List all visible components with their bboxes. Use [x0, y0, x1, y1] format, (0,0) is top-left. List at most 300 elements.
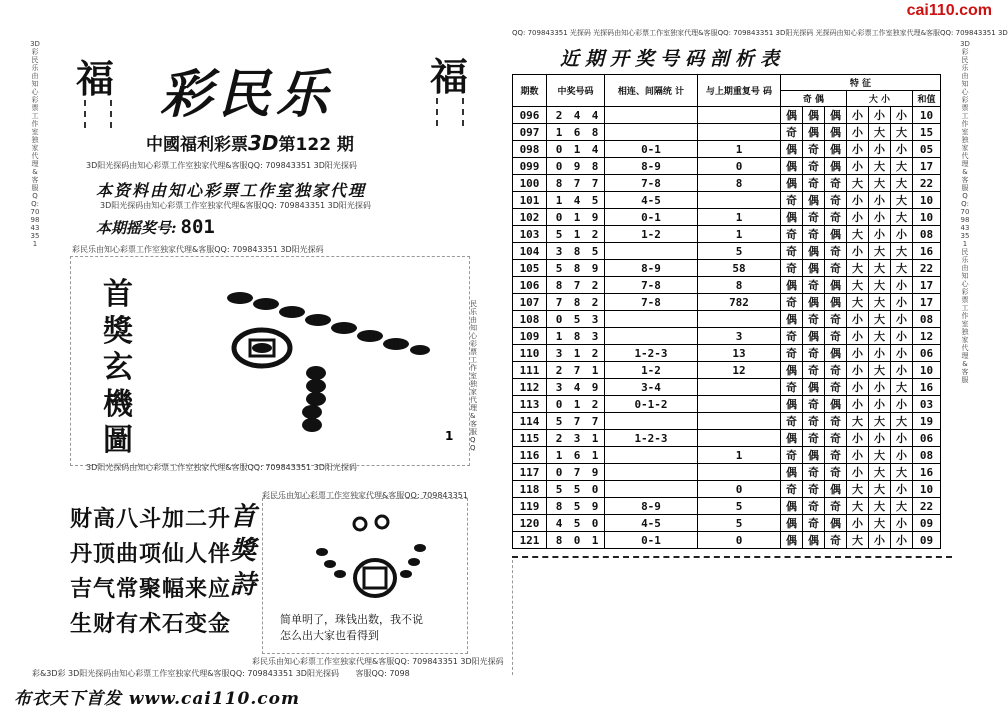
cell-parity: 奇	[803, 430, 825, 447]
cell-parity: 偶	[825, 481, 847, 498]
cell-digit: 1	[555, 193, 563, 207]
chart-caption: 1	[445, 429, 454, 443]
poem-line: 财高八斗加二升	[70, 506, 232, 532]
cell-digit: 1	[573, 346, 581, 360]
cell-digit: 0	[555, 210, 563, 224]
cell-digit: 2	[591, 278, 599, 292]
cell-relation	[605, 447, 698, 464]
table-row	[513, 481, 941, 498]
cell-parity: 偶	[803, 124, 825, 141]
cell-digit: 4	[573, 380, 581, 394]
vertical-title-2	[228, 500, 258, 602]
cell-repeat: 13	[698, 345, 781, 362]
cell-number	[547, 498, 605, 515]
stacked-beads-icon	[302, 366, 326, 432]
cell-issue: 102	[513, 209, 547, 226]
cell-size: 小	[891, 447, 913, 464]
cell-number	[547, 481, 605, 498]
cell-size: 大	[847, 175, 869, 192]
cell-number	[547, 158, 605, 175]
cell-digit: 2	[591, 397, 599, 411]
cell-issue: 097	[513, 124, 547, 141]
cell-issue: 118	[513, 481, 547, 498]
cell-parity: 奇	[803, 158, 825, 175]
cell-parity: 偶	[803, 447, 825, 464]
cell-sum: 06	[913, 430, 941, 447]
cell-digit: 0	[555, 142, 563, 156]
cell-digit: 5	[573, 516, 581, 530]
cell-digit: 1	[555, 125, 563, 139]
table-body	[513, 107, 941, 549]
cell-relation: 0-1	[605, 209, 698, 226]
cell-repeat	[698, 413, 781, 430]
bottom-banner[interactable]: 布衣天下首发 www.cai110.com	[14, 689, 300, 709]
cell-digit: 3	[555, 380, 563, 394]
cell-size: 小	[847, 158, 869, 175]
cell-number	[547, 107, 605, 124]
watermark-bottom-qq: 客服QQ: 7098	[355, 669, 410, 678]
cell-digit: 0	[573, 533, 581, 547]
cell-digit: 3	[591, 329, 599, 343]
cell-size: 大	[891, 175, 913, 192]
cell-sum: 17	[913, 158, 941, 175]
cell-size: 小	[891, 107, 913, 124]
cell-sum: 19	[913, 413, 941, 430]
header-sum: 和值	[913, 91, 941, 107]
cell-parity: 奇	[781, 447, 803, 464]
cell-issue: 115	[513, 430, 547, 447]
cell-size: 小	[869, 345, 891, 362]
table-row	[513, 379, 941, 396]
cell-size: 大	[847, 498, 869, 515]
cell-size: 小	[869, 532, 891, 549]
table-row	[513, 209, 941, 226]
cell-parity: 奇	[825, 328, 847, 345]
cell-digit: 1	[591, 448, 599, 462]
cell-number	[547, 175, 605, 192]
cell-size: 大	[847, 226, 869, 243]
cell-parity: 奇	[781, 328, 803, 345]
cell-size: 小	[847, 107, 869, 124]
cell-parity: 奇	[781, 192, 803, 209]
cell-digit: 9	[573, 159, 581, 173]
cell-repeat: 1	[698, 209, 781, 226]
cell-parity: 偶	[781, 175, 803, 192]
cell-digit: 7	[573, 278, 581, 292]
cell-parity: 偶	[825, 277, 847, 294]
cell-size: 大	[869, 311, 891, 328]
cell-parity: 奇	[825, 464, 847, 481]
cell-number	[547, 447, 605, 464]
vertical-title-char: 首	[103, 277, 133, 312]
cell-number	[547, 464, 605, 481]
cell-parity: 偶	[825, 124, 847, 141]
cell-digit: 1	[591, 363, 599, 377]
cell-parity: 奇	[825, 447, 847, 464]
cell-number	[547, 396, 605, 413]
cell-digit: 9	[591, 380, 599, 394]
cell-parity: 奇	[825, 243, 847, 260]
cell-issue: 105	[513, 260, 547, 277]
cell-sum: 17	[913, 294, 941, 311]
cell-issue: 099	[513, 158, 547, 175]
cell-digit: 5	[591, 193, 599, 207]
cell-size: 大	[869, 175, 891, 192]
cell-digit: 8	[591, 125, 599, 139]
cell-sum: 08	[913, 311, 941, 328]
fu-char-right: 福	[430, 54, 469, 99]
cell-digit: 2	[555, 363, 563, 377]
cell-parity: 偶	[781, 141, 803, 158]
cell-size: 大	[891, 464, 913, 481]
cell-size: 小	[891, 345, 913, 362]
cell-size: 大	[847, 413, 869, 430]
cell-digit: 8	[555, 499, 563, 513]
cell-number	[547, 515, 605, 532]
cell-relation	[605, 464, 698, 481]
necklace-icon	[316, 516, 426, 596]
header-feature: 特 征	[781, 75, 941, 91]
cell-repeat: 1	[698, 447, 781, 464]
cell-number	[547, 532, 605, 549]
cell-size: 大	[891, 260, 913, 277]
cell-size: 小	[869, 141, 891, 158]
cell-number	[547, 379, 605, 396]
cell-sum: 17	[913, 277, 941, 294]
cell-parity: 偶	[825, 158, 847, 175]
cell-relation	[605, 413, 698, 430]
cell-relation: 8-9	[605, 158, 698, 175]
cell-sum: 15	[913, 124, 941, 141]
watermark-top: 3D阳光探码由知心彩票工作室独家代理&客服QQ: 709843351 3D阳光探码	[86, 161, 357, 170]
cell-size: 小	[891, 515, 913, 532]
cell-parity: 偶	[803, 260, 825, 277]
cell-repeat: 3	[698, 328, 781, 345]
cell-size: 大	[891, 209, 913, 226]
cell-digit: 2	[591, 295, 599, 309]
cell-digit: 0	[555, 159, 563, 173]
table-row	[513, 243, 941, 260]
cell-digit: 4	[591, 108, 599, 122]
puzzle-image	[220, 278, 454, 458]
cell-parity: 奇	[825, 260, 847, 277]
cell-issue: 096	[513, 107, 547, 124]
cell-digit: 5	[573, 499, 581, 513]
cell-parity: 奇	[825, 430, 847, 447]
cell-size: 大	[891, 379, 913, 396]
cell-size: 小	[891, 481, 913, 498]
cell-digit: 6	[573, 125, 581, 139]
header-relation: 相连、间隔统 计	[605, 75, 698, 107]
cell-parity: 偶	[781, 311, 803, 328]
cell-parity: 奇	[825, 192, 847, 209]
cell-repeat	[698, 430, 781, 447]
brand-title: 彩民乐	[160, 64, 335, 125]
table-row	[513, 430, 941, 447]
cell-digit: 1	[555, 448, 563, 462]
cell-size: 小	[891, 141, 913, 158]
poem-line: 生财有术石变金	[70, 611, 232, 637]
cell-digit: 9	[591, 499, 599, 513]
cell-digit: 7	[555, 295, 563, 309]
cell-size: 小	[847, 124, 869, 141]
cell-issue: 108	[513, 311, 547, 328]
cell-size: 小	[847, 328, 869, 345]
issue-3d: 3D	[248, 131, 279, 155]
cell-issue: 119	[513, 498, 547, 515]
cell-sum: 09	[913, 532, 941, 549]
header-repeat: 与上期重复号 码	[698, 75, 781, 107]
draw-number: 801	[180, 216, 215, 238]
cell-size: 小	[847, 379, 869, 396]
cell-repeat: 5	[698, 243, 781, 260]
cell-number	[547, 328, 605, 345]
cell-sum: 09	[913, 515, 941, 532]
coin-icon	[234, 330, 290, 366]
cell-relation: 1-2	[605, 362, 698, 379]
cell-repeat: 0	[698, 158, 781, 175]
cell-relation: 0-1	[605, 141, 698, 158]
cell-repeat: 0	[698, 481, 781, 498]
site-logo[interactable]: cai110.com	[906, 2, 992, 19]
cell-relation: 3-4	[605, 379, 698, 396]
cell-relation: 7-8	[605, 175, 698, 192]
cell-digit: 1	[591, 431, 599, 445]
cell-sum: 06	[913, 345, 941, 362]
cell-parity: 奇	[781, 226, 803, 243]
table-row	[513, 464, 941, 481]
cell-relation: 8-9	[605, 260, 698, 277]
cell-size: 大	[869, 515, 891, 532]
cell-digit: 7	[573, 414, 581, 428]
table-right-strip: 3D彩民乐由知心彩票工作室独家代理&客服QQ:709843351 民乐由知心彩票工作室独家代理&客服	[960, 40, 970, 384]
table-row	[513, 141, 941, 158]
cell-size: 大	[869, 413, 891, 430]
cell-parity: 奇	[781, 243, 803, 260]
necklace-image	[300, 508, 450, 608]
cell-digit: 4	[555, 516, 563, 530]
cell-size: 小	[847, 515, 869, 532]
draw-line	[96, 216, 215, 238]
cell-sum: 05	[913, 141, 941, 158]
cell-parity: 奇	[781, 413, 803, 430]
cell-size: 小	[869, 379, 891, 396]
cell-parity: 奇	[803, 311, 825, 328]
cell-digit: 4	[573, 193, 581, 207]
cell-relation	[605, 328, 698, 345]
comment-line: 怎么出大家也看得到	[280, 629, 379, 642]
cell-parity: 偶	[825, 226, 847, 243]
cell-digit: 5	[573, 482, 581, 496]
cell-number	[547, 345, 605, 362]
cell-number	[547, 141, 605, 158]
cell-repeat	[698, 396, 781, 413]
cell-size: 小	[847, 311, 869, 328]
cell-sum: 22	[913, 175, 941, 192]
header-number: 中奖号码	[547, 75, 605, 107]
cell-size: 小	[891, 328, 913, 345]
cell-parity: 奇	[803, 464, 825, 481]
cell-digit: 3	[573, 431, 581, 445]
cell-parity: 偶	[781, 362, 803, 379]
cell-size: 大	[847, 532, 869, 549]
cell-relation: 1-2-3	[605, 345, 698, 362]
cell-repeat: 58	[698, 260, 781, 277]
cell-repeat	[698, 311, 781, 328]
cell-issue: 116	[513, 447, 547, 464]
table-left-rule	[512, 560, 513, 675]
cell-repeat: 1	[698, 141, 781, 158]
cell-sum: 16	[913, 464, 941, 481]
cell-size: 大	[891, 413, 913, 430]
cell-digit: 7	[573, 465, 581, 479]
cell-digit: 2	[555, 431, 563, 445]
header-parity: 奇 偶	[781, 91, 847, 107]
table-row	[513, 362, 941, 379]
cell-digit: 8	[555, 533, 563, 547]
cell-number	[547, 192, 605, 209]
comment-text	[280, 612, 423, 644]
cell-repeat: 8	[698, 277, 781, 294]
cell-parity: 奇	[781, 345, 803, 362]
cell-size: 小	[891, 532, 913, 549]
cell-size: 小	[891, 294, 913, 311]
cell-parity: 偶	[781, 532, 803, 549]
cell-digit: 4	[573, 108, 581, 122]
cell-parity: 奇	[781, 481, 803, 498]
draw-label: 本期摇奖号:	[96, 219, 177, 237]
cell-repeat	[698, 124, 781, 141]
cell-digit: 5	[555, 414, 563, 428]
vertical-title-char: 玄	[103, 350, 133, 385]
cell-repeat: 5	[698, 515, 781, 532]
cell-size: 小	[891, 430, 913, 447]
cell-relation: 8-9	[605, 498, 698, 515]
vertical-title	[94, 278, 142, 458]
watermark-line-3: 彩民乐由知心彩票工作室独家代理&客服QQ: 709843351 3D阳光探码	[72, 245, 324, 254]
cell-issue: 101	[513, 192, 547, 209]
cell-number	[547, 226, 605, 243]
cell-relation: 4-5	[605, 192, 698, 209]
cell-parity: 奇	[781, 379, 803, 396]
cell-relation: 0-1-2	[605, 396, 698, 413]
cell-relation	[605, 124, 698, 141]
vertical-title2-char: 詩	[229, 570, 256, 600]
table-row	[513, 277, 941, 294]
cell-digit: 8	[573, 295, 581, 309]
cell-sum: 10	[913, 481, 941, 498]
issue-prefix: 中國福利彩票	[146, 135, 248, 155]
header-size: 大 小	[847, 91, 913, 107]
cell-number	[547, 311, 605, 328]
cell-digit: 8	[591, 159, 599, 173]
table-title: 近期开奖号码剖析表	[560, 48, 786, 70]
cell-number	[547, 413, 605, 430]
vertical-title-char: 圖	[103, 423, 133, 458]
table-row	[513, 294, 941, 311]
cell-digit: 1	[555, 329, 563, 343]
cell-digit: 3	[555, 244, 563, 258]
cell-issue: 117	[513, 464, 547, 481]
table-row	[513, 345, 941, 362]
cell-sum: 08	[913, 226, 941, 243]
cell-size: 大	[869, 481, 891, 498]
cell-digit: 7	[573, 363, 581, 377]
cell-digit: 1	[591, 533, 599, 547]
table-row	[513, 124, 941, 141]
cell-relation: 7-8	[605, 277, 698, 294]
cell-sum: 16	[913, 243, 941, 260]
cell-size: 小	[891, 277, 913, 294]
cell-parity: 奇	[825, 175, 847, 192]
issue-line	[146, 130, 354, 155]
cell-digit: 7	[591, 176, 599, 190]
cell-parity: 偶	[803, 532, 825, 549]
cell-parity: 奇	[825, 413, 847, 430]
cell-digit: 7	[591, 414, 599, 428]
table-row	[513, 260, 941, 277]
cell-parity: 偶	[825, 515, 847, 532]
cell-digit: 0	[555, 312, 563, 326]
poster-right-strip: 民乐由知心彩票工作室独家代理&客服QQ	[470, 300, 477, 452]
cell-sum: 08	[913, 447, 941, 464]
cell-size: 大	[869, 277, 891, 294]
cell-repeat	[698, 464, 781, 481]
cell-issue: 113	[513, 396, 547, 413]
cell-parity: 奇	[803, 345, 825, 362]
cell-digit: 2	[555, 108, 563, 122]
cell-size: 小	[869, 107, 891, 124]
cell-digit: 0	[555, 465, 563, 479]
vertical-title-char: 獎	[103, 313, 133, 349]
table-row	[513, 107, 941, 124]
cell-parity: 偶	[781, 277, 803, 294]
cell-digit: 5	[555, 227, 563, 241]
cell-parity: 偶	[803, 328, 825, 345]
cell-issue: 100	[513, 175, 547, 192]
cell-repeat: 12	[698, 362, 781, 379]
cell-digit: 5	[591, 244, 599, 258]
cell-digit: 8	[573, 329, 581, 343]
cell-sum: 16	[913, 379, 941, 396]
cell-digit: 5	[555, 482, 563, 496]
cell-size: 小	[847, 345, 869, 362]
cell-sum: 10	[913, 107, 941, 124]
cell-digit: 8	[555, 278, 563, 292]
cell-digit: 8	[573, 261, 581, 275]
cell-relation	[605, 481, 698, 498]
cell-size: 大	[869, 498, 891, 515]
cell-issue: 106	[513, 277, 547, 294]
cell-size: 大	[847, 481, 869, 498]
tassel-right-icon	[436, 98, 464, 126]
tassel-left-icon	[84, 100, 112, 128]
cell-sum: 12	[913, 328, 941, 345]
table-row	[513, 447, 941, 464]
vertical-title2-char: 獎	[229, 536, 256, 566]
cell-size: 小	[847, 362, 869, 379]
issue-suffix: 第122 期	[278, 135, 354, 155]
table-top-watermark: QQ: 709843351 光探码 光探码由知心彩票工作室独家代理&客服QQ: 709843351 3D阳光探码 光探码由知心彩票工作室独家代理&客服QQ: 709843351 3D	[512, 29, 1008, 37]
cell-parity: 奇	[781, 260, 803, 277]
cell-size: 小	[869, 192, 891, 209]
cell-size: 大	[891, 158, 913, 175]
cell-repeat: 8	[698, 175, 781, 192]
cell-repeat: 1	[698, 226, 781, 243]
cell-size: 小	[847, 209, 869, 226]
cell-size: 大	[891, 498, 913, 515]
cell-size: 大	[869, 243, 891, 260]
